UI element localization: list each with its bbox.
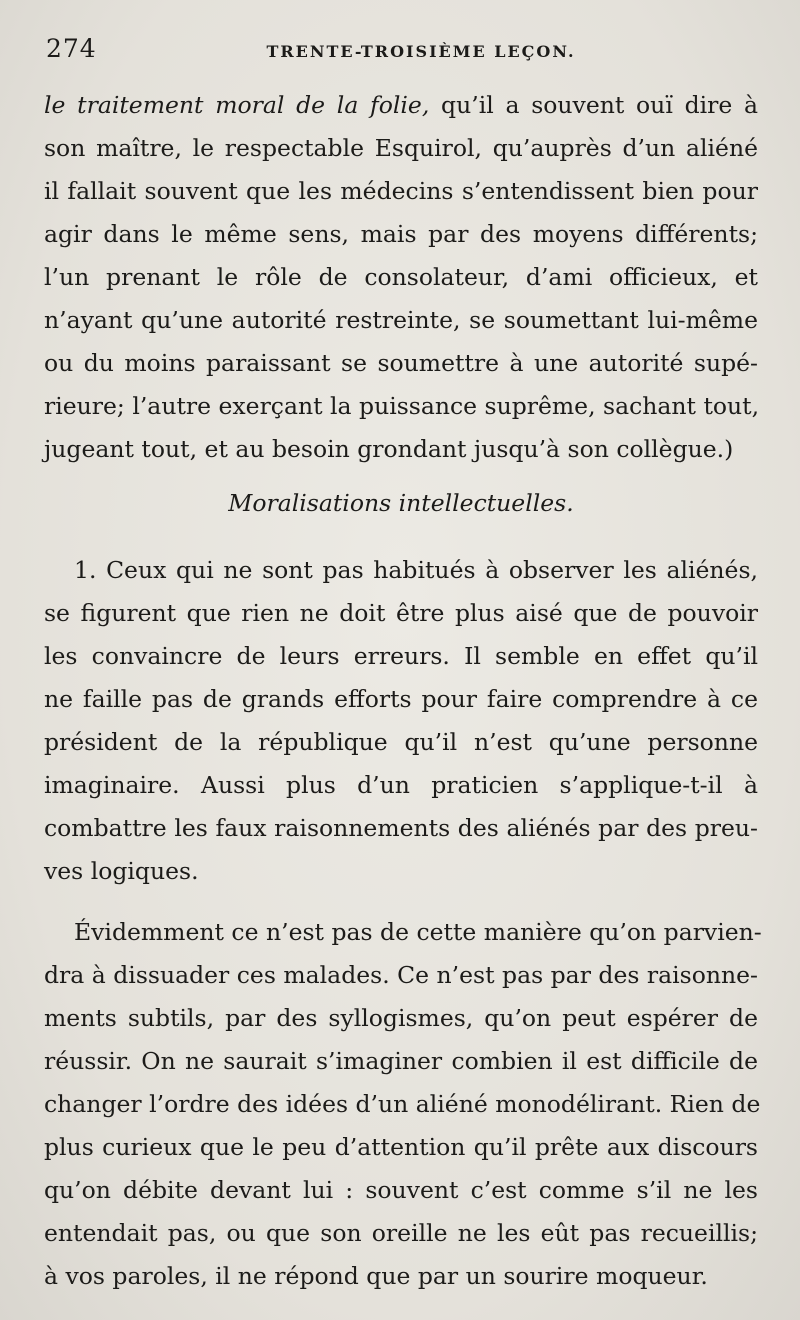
text-line: ou du moins paraissant se soumettre à une autorité supé- <box>44 349 758 377</box>
text-line: les convaincre de leurs erreurs. Il semble en effet qu’il <box>44 642 758 670</box>
paragraph-2 <box>44 549 758 893</box>
text-line: se figurent que rien ne doit être plus aisé que de pouvoir <box>44 599 758 627</box>
text-line: réussir. On ne saurait s’imaginer combien il est difficile de <box>44 1047 758 1075</box>
text-line <box>44 84 758 127</box>
text-line: n’ayant qu’une autorité restreinte, se soumettant lui-même <box>44 306 758 334</box>
text-line: l’un prenant le rôle de consolateur, d’ami officieux, et <box>44 263 758 291</box>
paragraph-3 <box>44 911 762 1298</box>
text-line: son maître, le respectable Esquirol, qu’auprès d’un aliéné <box>44 134 758 162</box>
text-line: entendait pas, ou que son oreille ne les eût pas recueillis; <box>44 1219 758 1247</box>
text-line: qu’on débite devant lui : souvent c’est comme s’il ne les <box>44 1176 758 1204</box>
text-line: jugeant tout, et au besoin grondant jusqu’à son collègue.) <box>44 435 734 463</box>
text-line: il fallait souvent que les médecins s’entendissent bien pour <box>44 177 758 205</box>
paragraph-1 <box>44 84 758 471</box>
text-line: imaginaire. Aussi plus d’un praticien s’applique-t-il à <box>44 771 758 799</box>
text-line: 1. Ceux qui ne sont pas habitués à observer les aliénés, <box>74 556 758 584</box>
italic-phrase: le traitement moral de la folie, <box>44 91 430 119</box>
page-header <box>46 34 756 70</box>
text-line: agir dans le même sens, mais par des moyens différents; <box>44 220 758 248</box>
running-head: TRENTE-TROISIÈME LEÇON. <box>266 42 576 61</box>
page-number: 274 <box>46 34 97 63</box>
text-run: qu’il a souvent ouï dire à <box>429 91 759 119</box>
text-line: dra à dissuader ces malades. Ce n’est pas par des raisonne- <box>44 961 758 989</box>
text-line: ves logiques. <box>44 857 199 885</box>
paragraph-gap <box>44 893 758 911</box>
text-line: à vos paroles, il ne répond que par un sourire moqueur. <box>44 1262 708 1290</box>
text-line: combattre les faux raisonnements des aliénés par des preu- <box>44 814 758 842</box>
section-heading: Moralisations intellectuelles. <box>228 489 574 517</box>
text-line: Évidemment ce n’est pas de cette manière qu’on parvien- <box>74 918 762 946</box>
text-line: ne faille pas de grands efforts pour faire comprendre à ce <box>44 685 758 713</box>
text-line: changer l’ordre des idées d’un aliéné monodélirant. Rien de <box>44 1090 761 1118</box>
text-line: plus curieux que le peu d’attention qu’il prête aux discours <box>44 1133 758 1161</box>
text-line: rieure; l’autre exerçant la puissance suprême, sachant tout, <box>44 392 760 420</box>
page-body <box>44 84 762 1298</box>
text-line: président de la république qu’il n’est qu’une personne <box>44 728 758 756</box>
text-line: ments subtils, par des syllogismes, qu’on peut espérer de <box>44 1004 758 1032</box>
